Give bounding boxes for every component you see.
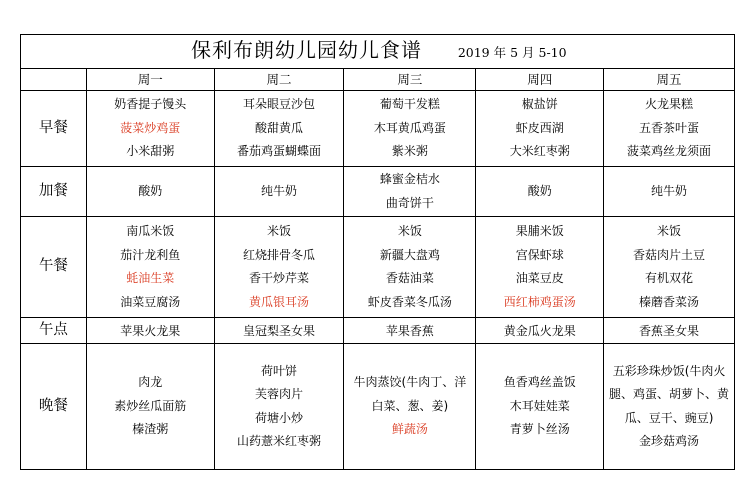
date-range: 2019 年 5 月 5-10: [457, 45, 567, 60]
meal-row: [21, 217, 735, 318]
meal-row: [21, 318, 735, 344]
meal-label: 晚餐: [21, 344, 87, 470]
menu-cell: [86, 344, 214, 470]
meal-label: 加餐: [21, 167, 87, 217]
dish-item: 鱼香鸡丝盖饭: [503, 375, 576, 390]
menu-cell: [476, 167, 604, 217]
meal-label: 早餐: [21, 91, 87, 167]
dish-item: 耳朵眼豆沙包: [243, 97, 316, 112]
dish-item: 肉龙: [138, 375, 163, 390]
dish-item: 香菇油菜: [385, 271, 434, 285]
menu-cell: [476, 91, 604, 167]
dish-item: 青萝卜丝汤: [509, 422, 570, 437]
dish-item: 黄瓜银耳汤: [249, 294, 310, 309]
meal-label: 午餐: [21, 217, 87, 318]
dish-item: 木耳娃娃菜: [509, 398, 570, 413]
dish-item: 苹果火龙果: [120, 323, 181, 338]
menu-cell: [214, 91, 344, 167]
dish-item: 木耳黄瓜鸡蛋: [373, 120, 446, 135]
dish-item: 鲜蔬汤: [391, 422, 428, 437]
menu-cell: [604, 167, 735, 217]
menu-sheet: [20, 34, 735, 470]
menu-cell: [604, 91, 735, 167]
dish-item: 荷塘小炒: [255, 410, 304, 425]
dish-item: 芙蓉肉片: [255, 387, 304, 401]
day-header: 周五: [604, 69, 735, 91]
menu-cell: [214, 344, 344, 470]
menu-cell: [476, 318, 604, 344]
dish-item: 油菜豆腐汤: [120, 294, 181, 309]
dish-item: 五香茶叶蛋: [639, 120, 700, 135]
menu-cell: [604, 344, 735, 470]
dish-item: 苹果香蕉: [385, 323, 434, 338]
day-header: 周四: [476, 69, 604, 91]
dish-item: 酸奶: [138, 183, 163, 198]
menu-cell: [86, 91, 214, 167]
title-row: [21, 35, 735, 69]
dish-item: 牛肉蒸饺(牛肉丁、洋白菜、葱、姜): [353, 375, 467, 413]
meal-rows: [21, 91, 735, 470]
menu-cell: [344, 318, 476, 344]
dish-item: 西红柿鸡蛋汤: [503, 294, 576, 309]
dish-item: 果脯米饭: [515, 224, 564, 238]
dish-item: 米饭: [657, 224, 682, 238]
dish-item: 虾皮西湖: [515, 120, 564, 135]
dish-item: 纯牛奶: [651, 183, 688, 198]
dish-item: 紫米粥: [391, 144, 428, 159]
meal-label: 午点: [21, 318, 87, 344]
day-header-row: [21, 69, 735, 91]
dish-item: 茄汁龙利鱼: [120, 247, 181, 262]
menu-cell: [86, 217, 214, 318]
dish-item: 米饭: [267, 224, 292, 238]
dish-item: 榛蘑香菜汤: [639, 294, 700, 309]
dish-item: 米饭: [397, 224, 422, 238]
dish-item: 大米红枣粥: [509, 144, 570, 159]
dish-item: 蜂蜜金桔水: [379, 172, 440, 186]
dish-item: 蚝油生菜: [126, 271, 175, 285]
menu-cell: [214, 318, 344, 344]
dish-item: 南瓜米饭: [126, 224, 175, 238]
dish-item: 红烧排骨冬瓜: [243, 247, 316, 262]
menu-cell: [344, 91, 476, 167]
dish-item: 榛渣粥: [132, 422, 169, 437]
meal-row: [21, 167, 735, 217]
dish-item: 油菜豆皮: [515, 271, 564, 285]
menu-cell: [344, 217, 476, 318]
dish-item: 奶香提子馒头: [114, 97, 187, 112]
menu-cell: [476, 344, 604, 470]
dish-item: 宫保虾球: [515, 247, 564, 262]
menu-cell: [86, 167, 214, 217]
menu-cell: [344, 167, 476, 217]
dish-item: 香菇肉片土豆: [633, 247, 706, 262]
title-cell: [21, 35, 735, 69]
dish-item: 黄金瓜火龙果: [503, 323, 576, 338]
menu-cell: [476, 217, 604, 318]
dish-item: 香蕉圣女果: [639, 323, 700, 338]
dish-item: 酸甜黄瓜: [255, 120, 304, 135]
menu-cell: [214, 217, 344, 318]
page-title: 保利布朗幼儿园幼儿食谱: [191, 38, 422, 62]
dish-item: 金珍菇鸡汤: [639, 434, 700, 448]
day-header: 周三: [344, 69, 476, 91]
meal-row: [21, 344, 735, 470]
day-header: 周一: [86, 69, 214, 91]
menu-cell: [214, 167, 344, 217]
dish-item: 五彩珍珠炒饭(牛肉火腿、鸡蛋、胡萝卜、黄瓜、豆干、豌豆): [609, 363, 730, 425]
dish-item: 番茄鸡蛋蝴蝶面: [237, 144, 322, 159]
dish-item: 椒盐饼: [521, 97, 558, 112]
dish-item: 皇冠梨圣女果: [243, 323, 316, 338]
dish-item: 新疆大盘鸡: [379, 247, 440, 262]
menu-cell: [604, 217, 735, 318]
dish-item: 香干炒芹菜: [249, 271, 310, 285]
dish-item: 山药薏米红枣粥: [237, 434, 322, 448]
dish-item: 素炒丝瓜面筋: [114, 398, 187, 413]
dish-item: 菠菜鸡丝龙须面: [627, 144, 712, 159]
menu-cell: [344, 344, 476, 470]
menu-cell: [604, 318, 735, 344]
dish-item: 虾皮香菜冬瓜汤: [367, 294, 452, 309]
dish-item: 菠菜炒鸡蛋: [120, 120, 181, 135]
dish-item: 火龙果糕: [645, 97, 694, 112]
menu-cell: [86, 318, 214, 344]
dish-item: 纯牛奶: [261, 183, 298, 198]
dish-item: 酸奶: [527, 183, 552, 198]
dish-item: 有机双花: [645, 271, 694, 285]
menu-table: [20, 34, 735, 470]
meal-row: [21, 91, 735, 167]
corner-cell: [21, 69, 87, 91]
dish-item: 荷叶饼: [261, 363, 298, 378]
dish-item: 葡萄干发糕: [379, 97, 440, 112]
dish-item: 小米甜粥: [126, 144, 175, 159]
dish-item: 曲奇饼干: [385, 195, 434, 210]
day-header: 周二: [214, 69, 344, 91]
